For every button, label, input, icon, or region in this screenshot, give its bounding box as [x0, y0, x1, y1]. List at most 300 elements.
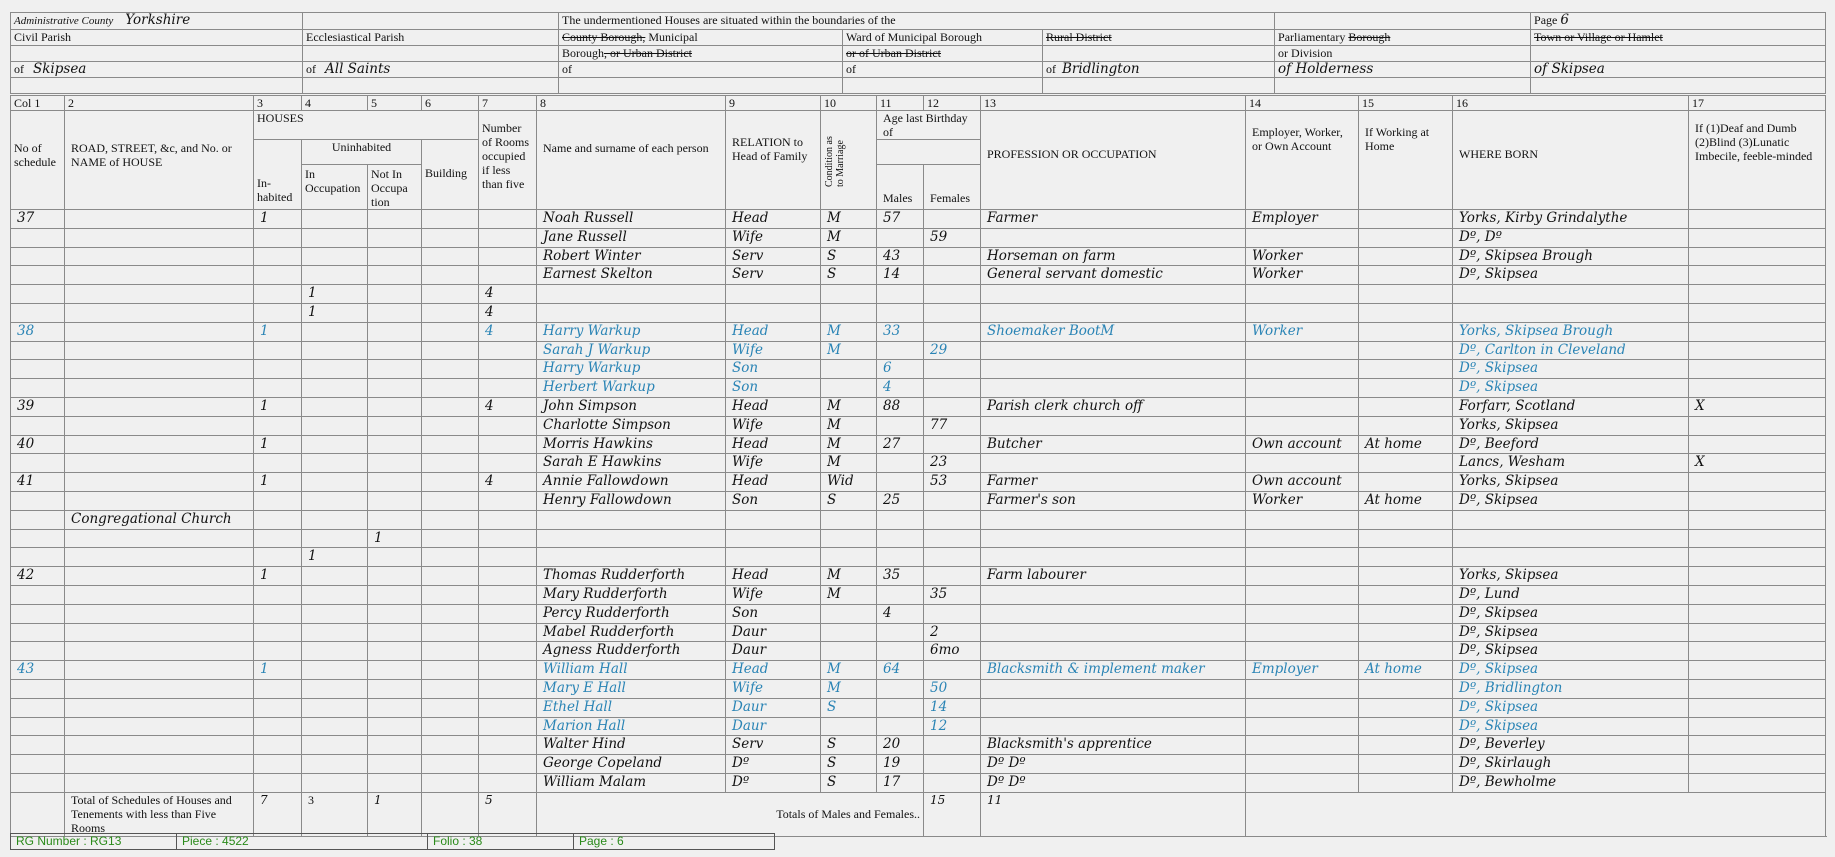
cell-male-age: 43	[877, 247, 924, 266]
cell-male-age: 4	[877, 604, 924, 623]
town-value-cell	[1531, 62, 1826, 78]
cell-building	[422, 416, 479, 435]
cell-rooms	[479, 435, 537, 454]
cell-in-occupation	[302, 247, 368, 266]
cell-female-age	[924, 379, 981, 398]
cell-employer-status	[1246, 510, 1359, 529]
county-borough-struck: County Borough,	[562, 30, 646, 44]
cell-where-born: Dº, Beverley	[1453, 736, 1689, 755]
cell-schedule-no: 37	[11, 210, 65, 229]
cell-where-born: Dº, Skipsea	[1453, 698, 1689, 717]
cell-not-in-occupation	[368, 266, 422, 285]
blank-cell	[1043, 78, 1275, 94]
relation-header: RELATION to Head of Family	[726, 111, 821, 210]
cell-person-name: Ethel Hall	[537, 698, 726, 717]
cell-inhabited: 1	[254, 322, 302, 341]
cell-occupation	[981, 228, 1246, 247]
cell-infirmity	[1689, 642, 1826, 661]
cell-male-age: 33	[877, 322, 924, 341]
cell-rooms	[479, 510, 537, 529]
cell-occupation: Blacksmith's apprentice	[981, 736, 1246, 755]
cell-marital-condition	[821, 623, 877, 642]
cell-employer-status	[1246, 585, 1359, 604]
cell-working-at-home	[1359, 210, 1453, 229]
cell-relation: Head	[726, 435, 821, 454]
cell-inhabited	[254, 585, 302, 604]
cell-infirmity	[1689, 567, 1826, 586]
cell-schedule-no: 38	[11, 322, 65, 341]
cell-not-in-occupation	[368, 322, 422, 341]
cell-rooms	[479, 736, 537, 755]
cell-occupation	[981, 360, 1246, 379]
division-label: or Division	[1275, 46, 1531, 62]
cell-in-occupation	[302, 604, 368, 623]
cell-relation: Daur	[726, 642, 821, 661]
cell-working-at-home	[1359, 736, 1453, 755]
cell-infirmity	[1689, 266, 1826, 285]
cell-marital-condition: M	[821, 585, 877, 604]
census-row	[11, 210, 1826, 229]
cell-marital-condition: M	[821, 322, 877, 341]
cell-rooms	[479, 755, 537, 774]
cell-infirmity: X	[1689, 397, 1826, 416]
cell-where-born: Dº, Skirlaugh	[1453, 755, 1689, 774]
census-row	[11, 379, 1826, 398]
cell-schedule-no: 42	[11, 567, 65, 586]
cell-female-age: 2	[924, 623, 981, 642]
cell-building	[422, 285, 479, 304]
cell-occupation	[981, 679, 1246, 698]
cell-schedule-no	[11, 755, 65, 774]
cell-female-age	[924, 604, 981, 623]
cell-male-age	[877, 585, 924, 604]
cell-female-age	[924, 303, 981, 322]
cell-road-name	[65, 454, 254, 473]
schedule-header: No of schedule	[11, 111, 65, 210]
cell-working-at-home	[1359, 322, 1453, 341]
admin-county-value: Yorkshire	[125, 12, 191, 28]
rural-district-label	[1043, 30, 1275, 46]
cell-in-occupation	[302, 755, 368, 774]
cell-infirmity	[1689, 529, 1826, 548]
cell-rooms: 4	[479, 285, 537, 304]
col-8-number: 8	[537, 96, 726, 111]
census-row	[11, 322, 1826, 341]
cell-relation: Wife	[726, 228, 821, 247]
cell-person-name: Harry Warkup	[537, 322, 726, 341]
cell-not-in-occupation	[368, 454, 422, 473]
cell-infirmity	[1689, 698, 1826, 717]
occupation-header: PROFESSION OR OCCUPATION	[981, 111, 1246, 210]
cell-male-age	[877, 510, 924, 529]
column-headers	[11, 96, 1826, 210]
cell-rooms	[479, 228, 537, 247]
cell-occupation: General servant domestic	[981, 266, 1246, 285]
cell-road-name	[65, 303, 254, 322]
cell-schedule-no	[11, 548, 65, 567]
cell-female-age	[924, 567, 981, 586]
cell-in-occupation	[302, 510, 368, 529]
cell-male-age: 88	[877, 397, 924, 416]
cell-person-name: Morris Hawkins	[537, 435, 726, 454]
cell-infirmity	[1689, 604, 1826, 623]
cell-inhabited	[254, 773, 302, 792]
cell-rooms	[479, 491, 537, 510]
cell-in-occupation	[302, 698, 368, 717]
cell-in-occupation	[302, 210, 368, 229]
cell-in-occupation	[302, 679, 368, 698]
parliamentary-value-cell	[1275, 62, 1531, 78]
cell-relation: Daur	[726, 698, 821, 717]
cell-working-at-home	[1359, 360, 1453, 379]
cell-marital-condition	[821, 360, 877, 379]
age-header: Age last Birthday of	[877, 111, 981, 140]
blank-cell	[1275, 13, 1531, 30]
in-occupation-header: In Occupation	[302, 165, 368, 210]
cell-relation	[726, 529, 821, 548]
cell-relation: Wife	[726, 341, 821, 360]
cell-working-at-home	[1359, 623, 1453, 642]
cell-relation: Son	[726, 379, 821, 398]
col-11-number: 11	[877, 96, 924, 111]
census-row	[11, 341, 1826, 360]
cell-inhabited	[254, 548, 302, 567]
cell-road-name	[65, 435, 254, 454]
cell-road-name	[65, 623, 254, 642]
blank-cell	[1275, 78, 1531, 94]
cell-infirmity	[1689, 210, 1826, 229]
cell-inhabited	[254, 510, 302, 529]
census-row	[11, 736, 1826, 755]
cell-building	[422, 679, 479, 698]
cell-in-occupation	[302, 416, 368, 435]
cell-employer-status	[1246, 529, 1359, 548]
census-row	[11, 567, 1826, 586]
working-home-header: If Working at Home	[1359, 111, 1453, 210]
cell-occupation: Farmer	[981, 210, 1246, 229]
cell-person-name: Mary E Hall	[537, 679, 726, 698]
cell-building	[422, 322, 479, 341]
cell-relation: Head	[726, 210, 821, 229]
cell-where-born: Dº, Bewholme	[1453, 773, 1689, 792]
cell-not-in-occupation	[368, 435, 422, 454]
cell-in-occupation	[302, 435, 368, 454]
census-row	[11, 679, 1826, 698]
cell-female-age: 23	[924, 454, 981, 473]
ward-value-cell	[843, 62, 1043, 78]
cell-male-age	[877, 473, 924, 492]
cell-where-born: Dº, Carlton in Cleveland	[1453, 341, 1689, 360]
cell-female-age	[924, 322, 981, 341]
cell-working-at-home	[1359, 529, 1453, 548]
cell-building	[422, 755, 479, 774]
cell-building	[422, 623, 479, 642]
totals-males-females-label: Totals of Males and Females..	[537, 792, 924, 836]
cell-marital-condition: M	[821, 661, 877, 680]
cell-occupation: Parish clerk church off	[981, 397, 1246, 416]
cell-male-age	[877, 454, 924, 473]
cell-schedule-no: 41	[11, 473, 65, 492]
cell-employer-status	[1246, 679, 1359, 698]
cell-road-name	[65, 661, 254, 680]
parliamentary-word: Parliamentary	[1278, 30, 1346, 44]
cell-building	[422, 228, 479, 247]
ecclesiastical-parish-value-cell	[303, 62, 559, 78]
census-row	[11, 266, 1826, 285]
cell-where-born	[1453, 303, 1689, 322]
of-label: of	[846, 62, 856, 76]
cell-occupation	[981, 416, 1246, 435]
cell-not-in-occupation	[368, 755, 422, 774]
blank-cell	[303, 13, 559, 30]
cell-inhabited	[254, 360, 302, 379]
cell-not-in-occupation	[368, 773, 422, 792]
cell-schedule-no	[11, 416, 65, 435]
cell-where-born	[1453, 285, 1689, 304]
census-row	[11, 698, 1826, 717]
cell-building	[422, 642, 479, 661]
col-16-number: 16	[1453, 96, 1689, 111]
ward-struck: or of Urban District	[846, 46, 941, 60]
cell-occupation: Dº Dº	[981, 755, 1246, 774]
cell-building	[422, 247, 479, 266]
cell-inhabited	[254, 379, 302, 398]
cell-road-name	[65, 529, 254, 548]
cell-person-name	[537, 303, 726, 322]
cell-not-in-occupation	[368, 360, 422, 379]
cell-where-born	[1453, 548, 1689, 567]
cell-schedule-no	[11, 379, 65, 398]
cell-employer-status	[1246, 755, 1359, 774]
cell-occupation: Farmer's son	[981, 491, 1246, 510]
cell-where-born: Dº, Skipsea	[1453, 717, 1689, 736]
cell-schedule-no	[11, 454, 65, 473]
cell-female-age	[924, 247, 981, 266]
cell-male-age	[877, 285, 924, 304]
cell-schedule-no	[11, 510, 65, 529]
cell-rooms	[479, 642, 537, 661]
cell-relation: Serv	[726, 247, 821, 266]
cell-male-age: 20	[877, 736, 924, 755]
cell-employer-status	[1246, 341, 1359, 360]
cell-building	[422, 379, 479, 398]
cell-employer-status	[1246, 567, 1359, 586]
cell-marital-condition	[821, 379, 877, 398]
cell-employer-status: Employer	[1246, 661, 1359, 680]
cell-marital-condition: S	[821, 266, 877, 285]
col-6-number: 6	[422, 96, 479, 111]
cell-where-born: Forfarr, Scotland	[1453, 397, 1689, 416]
cell-not-in-occupation	[368, 717, 422, 736]
cell-infirmity	[1689, 661, 1826, 680]
cell-employer-status	[1246, 228, 1359, 247]
col-4-number: 4	[302, 96, 368, 111]
cell-not-in-occupation	[368, 247, 422, 266]
cell-schedule-no	[11, 529, 65, 548]
cell-working-at-home	[1359, 228, 1453, 247]
cell-male-age	[877, 548, 924, 567]
cell-person-name: Charlotte Simpson	[537, 416, 726, 435]
cell-inhabited: 1	[254, 210, 302, 229]
cell-infirmity	[1689, 303, 1826, 322]
cell-schedule-no	[11, 285, 65, 304]
cell-where-born: Dº, Skipsea	[1453, 360, 1689, 379]
cell-female-age: 12	[924, 717, 981, 736]
cell-in-occupation	[302, 529, 368, 548]
cell-inhabited: 1	[254, 473, 302, 492]
uninhabited-header: Uninhabited	[302, 140, 422, 165]
census-row	[11, 623, 1826, 642]
cell-schedule-no	[11, 773, 65, 792]
cell-schedule-no: 39	[11, 397, 65, 416]
cell-infirmity	[1689, 416, 1826, 435]
cell-employer-status: Worker	[1246, 247, 1359, 266]
cell-building	[422, 548, 479, 567]
cell-person-name: Herbert Warkup	[537, 379, 726, 398]
census-row	[11, 604, 1826, 623]
blank-cell	[422, 792, 479, 836]
cell-person-name	[537, 548, 726, 567]
cell-schedule-no	[11, 491, 65, 510]
cell-working-at-home	[1359, 585, 1453, 604]
cell-road-name	[65, 567, 254, 586]
cell-person-name: Jane Russell	[537, 228, 726, 247]
cell-relation	[726, 285, 821, 304]
cell-rooms	[479, 529, 537, 548]
census-row	[11, 397, 1826, 416]
cell-working-at-home	[1359, 454, 1453, 473]
cell-marital-condition: S	[821, 755, 877, 774]
cell-where-born	[1453, 510, 1689, 529]
cell-inhabited	[254, 416, 302, 435]
cell-building	[422, 210, 479, 229]
cell-schedule-no: 43	[11, 661, 65, 680]
females-header: Females	[924, 165, 981, 210]
cell-schedule-no	[11, 266, 65, 285]
census-row	[11, 773, 1826, 792]
census-row	[11, 473, 1826, 492]
cell-marital-condition	[821, 642, 877, 661]
cell-working-at-home	[1359, 510, 1453, 529]
cell-marital-condition: M	[821, 210, 877, 229]
cell-female-age	[924, 491, 981, 510]
cell-not-in-occupation	[368, 548, 422, 567]
cell-inhabited	[254, 266, 302, 285]
boundaries-header	[10, 12, 1826, 94]
cell-male-age: 4	[877, 379, 924, 398]
cell-rooms	[479, 548, 537, 567]
cell-road-name	[65, 379, 254, 398]
cell-inhabited	[254, 604, 302, 623]
cell-employer-status	[1246, 416, 1359, 435]
cell-infirmity	[1689, 379, 1826, 398]
totals-males: 15	[924, 792, 981, 836]
cell-occupation	[981, 454, 1246, 473]
cell-occupation	[981, 510, 1246, 529]
cell-employer-status	[1246, 773, 1359, 792]
cell-building	[422, 510, 479, 529]
page-label: Page	[1534, 13, 1558, 27]
cell-working-at-home	[1359, 773, 1453, 792]
cell-schedule-no	[11, 360, 65, 379]
col-13-number: 13	[981, 96, 1246, 111]
cell-rooms	[479, 717, 537, 736]
cell-occupation: Blacksmith & implement maker	[981, 661, 1246, 680]
cell-rooms: 4	[479, 473, 537, 492]
census-row	[11, 529, 1826, 548]
cell-female-age: 50	[924, 679, 981, 698]
cell-not-in-occupation	[368, 303, 422, 322]
cell-rooms	[479, 698, 537, 717]
cell-in-occupation	[302, 341, 368, 360]
cell-road-name	[65, 473, 254, 492]
cell-occupation	[981, 585, 1246, 604]
cell-relation: Daur	[726, 717, 821, 736]
cell-where-born: Dº, Skipsea	[1453, 623, 1689, 642]
cell-marital-condition	[821, 510, 877, 529]
census-row	[11, 548, 1826, 567]
totals-section	[11, 792, 1826, 836]
col-17-number: 17	[1689, 96, 1826, 111]
cell-employer-status	[1246, 623, 1359, 642]
cell-working-at-home	[1359, 379, 1453, 398]
cell-occupation: Farmer	[981, 473, 1246, 492]
county-borough-rest: Municipal	[645, 30, 698, 44]
cell-female-age	[924, 285, 981, 304]
cell-employer-status	[1246, 604, 1359, 623]
cell-male-age	[877, 303, 924, 322]
totals-females: 11	[981, 792, 1246, 836]
cell-in-occupation	[302, 623, 368, 642]
cell-road-name	[65, 322, 254, 341]
cell-infirmity	[1689, 717, 1826, 736]
cell-rooms: 4	[479, 303, 537, 322]
cell-marital-condition: S	[821, 698, 877, 717]
cell-female-age: 29	[924, 341, 981, 360]
cell-where-born: Lancs, Wesham	[1453, 454, 1689, 473]
cell-inhabited: 1	[254, 397, 302, 416]
name-header: Name and surname of each person	[537, 111, 726, 210]
col-2-number: 2	[65, 96, 254, 111]
cell-working-at-home	[1359, 247, 1453, 266]
cell-person-name: Percy Rudderforth	[537, 604, 726, 623]
cell-working-at-home	[1359, 642, 1453, 661]
cell-relation: Wife	[726, 454, 821, 473]
cell-where-born: Dº, Skipsea	[1453, 379, 1689, 398]
cell-working-at-home	[1359, 416, 1453, 435]
employer-header: Employer, Worker, or Own Account	[1246, 111, 1359, 210]
cell-occupation	[981, 604, 1246, 623]
cell-infirmity	[1689, 285, 1826, 304]
cell-female-age: 35	[924, 585, 981, 604]
cell-not-in-occupation	[368, 661, 422, 680]
cell-working-at-home	[1359, 397, 1453, 416]
cell-schedule-no	[11, 679, 65, 698]
cell-male-age	[877, 698, 924, 717]
cell-person-name: Harry Warkup	[537, 360, 726, 379]
folio-number: Folio : 38	[428, 834, 574, 849]
cell-employer-status	[1246, 548, 1359, 567]
census-row	[11, 303, 1826, 322]
census-row	[11, 717, 1826, 736]
cell-not-in-occupation	[368, 491, 422, 510]
admin-county-label: Administrative County	[14, 15, 114, 27]
cell-inhabited	[254, 454, 302, 473]
cell-relation: Wife	[726, 679, 821, 698]
cell-employer-status	[1246, 285, 1359, 304]
cell-where-born: Dº, Skipsea	[1453, 642, 1689, 661]
cell-employer-status	[1246, 736, 1359, 755]
